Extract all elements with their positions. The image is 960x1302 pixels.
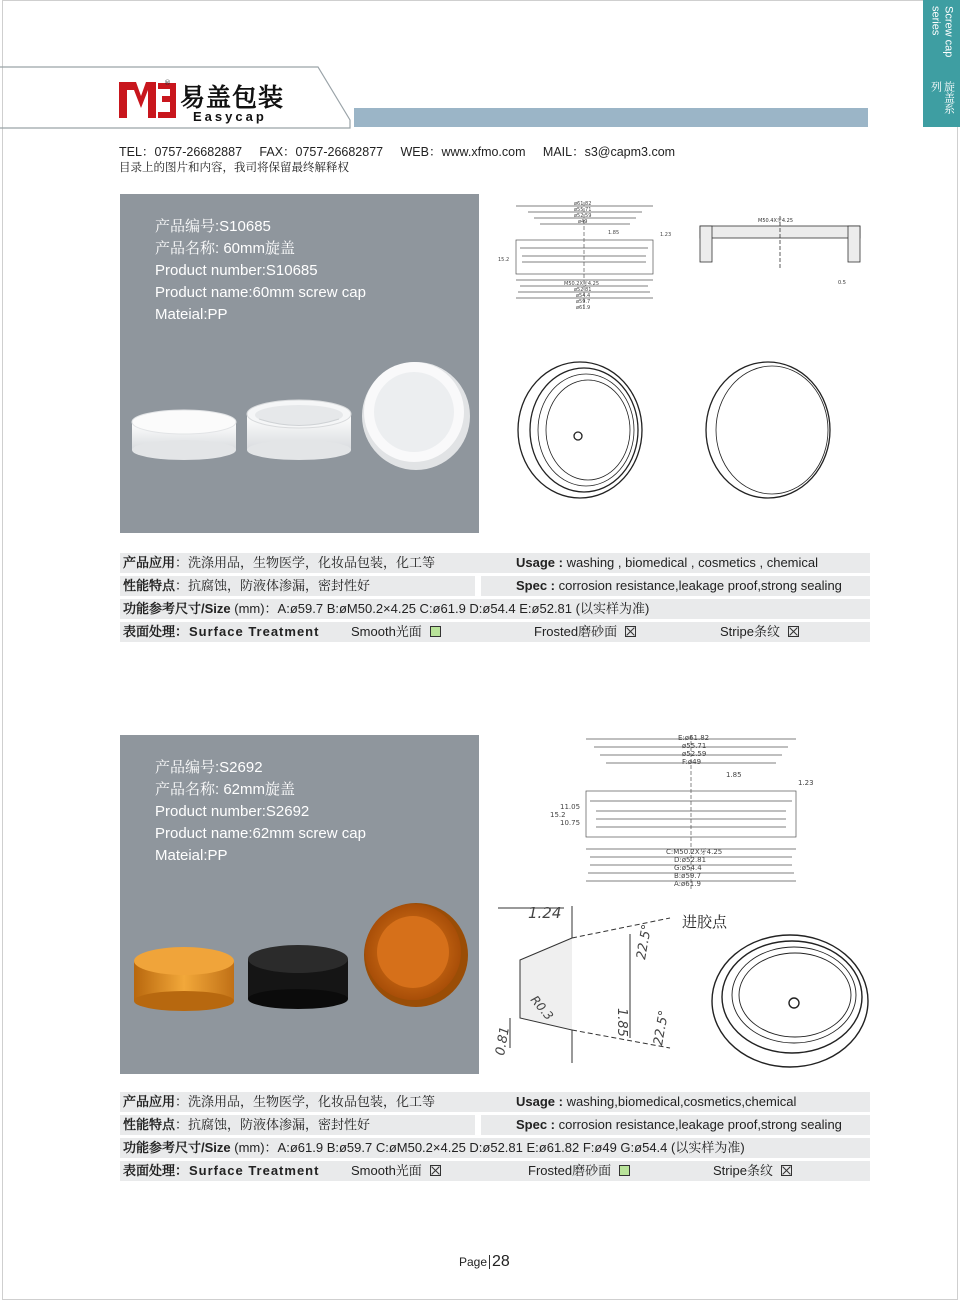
smooth-option: Smooth光面 — [351, 1163, 422, 1178]
dim-label: 10.75 — [560, 819, 581, 827]
surface-label: 表面处理 — [123, 1163, 176, 1178]
dim-label: 22.5° — [651, 1009, 673, 1047]
tel-value: 0757-26682887 — [154, 145, 243, 159]
mail-label: MAIL： — [542, 145, 585, 159]
usage-label: Usage : — [516, 555, 563, 570]
application-label: 产品应用 — [123, 1094, 176, 1109]
dim-label: ø61.9 — [576, 305, 591, 311]
product-number-en: Product number:S2692 — [155, 803, 310, 820]
web-link[interactable]: www.xfmo.com — [441, 145, 526, 159]
tel-label: TEL： — [119, 145, 155, 159]
dim-label: ø61.82 — [574, 201, 592, 207]
crossed-box-icon — [625, 626, 636, 637]
dim-label: ø54.4 — [576, 293, 591, 299]
stripe-option: Stripe条纹 — [720, 624, 780, 639]
usage-value: washing,biomedical,cosmetics,chemical — [562, 1094, 797, 1109]
dim-label: ø59.7 — [576, 299, 591, 305]
black-cap — [248, 945, 348, 1009]
brand-name-en: Easycap — [193, 109, 267, 124]
dim-label: D:ø52.81 — [674, 856, 707, 864]
product-number-cn: 产品编号:S2692 — [155, 759, 263, 776]
dim-label: A:ø61.9 — [674, 880, 701, 888]
product-name-cn: 产品名称: 62mm旋盖 — [155, 781, 296, 798]
size-label: 功能参考尺寸/Size — [123, 1140, 231, 1155]
dim-label: E:ø61.82 — [678, 734, 710, 742]
features-value: ：抗腐蚀，防液体渗漏，密封性好 — [175, 578, 371, 593]
svg-text:®: ® — [164, 79, 171, 87]
dim-label: 11.05 — [560, 803, 581, 811]
product-name-en: Product name:62mm screw cap — [155, 825, 366, 842]
dim-label: 1.85 — [614, 1008, 629, 1037]
usage-label: Usage : — [516, 1094, 563, 1109]
gate-detail-drawing — [490, 898, 680, 1073]
fax-label: FAX： — [259, 145, 296, 159]
dim-label: R0.3 — [527, 992, 557, 1023]
side-tab-en: Screw cap series — [929, 6, 955, 58]
dim-label: 0.5 — [838, 280, 846, 286]
spec-value: corrosion resistance,leakage proof,strong sealing — [555, 1117, 842, 1132]
usage-value: washing , biomedical , cosmetics , chemical — [562, 555, 819, 570]
dim-label: 1.23 — [798, 779, 814, 787]
spec-row-features — [120, 1115, 870, 1135]
features-value: ：抗腐蚀，防液体渗漏，密封性好 — [175, 1117, 371, 1132]
size-label: 功能参考尺寸/Size — [123, 601, 231, 616]
size-value: (mm)：A:ø59.7 B:øM50.2×4.25 C:ø61.9 D:ø54.4 E:ø52.81 (以实样为准) — [230, 601, 650, 616]
product-number-cn: 产品编号:S10685 — [155, 218, 271, 235]
spec-label: Spec : — [516, 1117, 556, 1132]
gate-point-label: 进胶点 — [682, 913, 728, 931]
web-label: WEB： — [400, 145, 442, 159]
dim-label: ø52.59 — [574, 213, 592, 219]
dim-label: B:ø59.7 — [674, 872, 702, 880]
features-label: 性能特点 — [123, 1117, 176, 1132]
s2692-section-drawing — [546, 733, 816, 893]
product-name-cn: 产品名称: 60mm旋盖 — [155, 240, 296, 257]
s2692-perspective-drawing — [680, 905, 870, 1075]
dim-label: G:ø54.4 — [674, 864, 702, 872]
disclaimer: 目录上的图片和内容，我司将保留最终解释权 — [119, 162, 349, 174]
dim-label: 0.81 — [493, 1025, 513, 1057]
dim-label: 1.85 — [726, 771, 742, 779]
dim-label: ø55.71 — [574, 207, 592, 213]
dim-label: F:ø49 — [682, 758, 702, 766]
page-number-value: 28 — [492, 1253, 510, 1270]
crossed-box-icon — [781, 1165, 792, 1176]
spec-row-surface — [120, 622, 870, 642]
product-photo-panel — [120, 735, 479, 1074]
dim-label: ø49 — [578, 219, 588, 225]
s10685-perspective-drawings — [510, 356, 850, 506]
white-cap-top-view — [132, 410, 236, 460]
dim-label: ø52.81 — [574, 287, 592, 293]
gold-cap — [134, 947, 234, 1011]
spec-row-size — [120, 1138, 870, 1158]
dim-label: 1.85 — [608, 230, 620, 236]
spec-row-features — [120, 576, 870, 596]
page-number — [459, 1253, 510, 1271]
brand-name-cn: 易盖包装 — [180, 83, 285, 112]
side-tab-cn: 旋盖系列 — [929, 81, 955, 115]
checked-box-icon — [430, 626, 441, 637]
product-number-en: Product number:S10685 — [155, 262, 318, 279]
crossed-box-icon — [430, 1165, 441, 1176]
spec-value: corrosion resistance,leakage proof,strong sealing — [555, 578, 842, 593]
product-photo-panel — [120, 194, 479, 533]
product-material: Mateial:PP — [155, 306, 228, 323]
size-value: (mm)：A:ø61.9 B:ø59.7 C:øM50.2×4.25 D:ø52.81 E:ø61.82 F:ø49 G:ø54.4 (以实样为准) — [230, 1140, 745, 1155]
application-value: ：洗涤用品，生物医学，化妆品包装，化工等 — [175, 1094, 436, 1109]
dim-label: 1.23 — [660, 232, 672, 238]
surface-label: 表面处理 — [123, 624, 176, 639]
product-info — [155, 757, 366, 867]
fax-value: 0757-26682877 — [295, 145, 384, 159]
product-material: Mateial:PP — [155, 847, 228, 864]
dim-label: ø52.59 — [682, 750, 707, 758]
dim-label: C:M50.2X牙4.25 — [666, 848, 723, 856]
smooth-option: Smooth光面 — [351, 624, 422, 639]
dim-label: M50.2X牙4.25 — [564, 281, 600, 287]
header-bar — [354, 108, 868, 127]
features-label: 性能特点 — [123, 578, 176, 593]
frosted-option: Frosted磨砂面 — [528, 1163, 612, 1178]
dim-label: 15.2 — [550, 811, 566, 819]
stripe-option: Stripe条纹 — [713, 1163, 773, 1178]
dim-label: 15.2 — [498, 257, 510, 263]
dim-label: 1.24 — [528, 904, 562, 922]
dim-label: 22.5° — [634, 923, 656, 961]
page-label: Page — [459, 1255, 488, 1269]
spec-label: Spec : — [516, 578, 556, 593]
application-value: ：洗涤用品，生物医学，化妆品包装，化工等 — [175, 555, 436, 570]
crossed-box-icon — [788, 626, 799, 637]
spec-row-size — [120, 599, 870, 619]
white-cap-side-view — [247, 400, 351, 460]
product-info — [155, 216, 366, 326]
spec-row-surface — [120, 1161, 870, 1181]
spec-row-application — [120, 553, 870, 573]
surface-label-en: ：Surface Treatment — [175, 624, 320, 639]
white-cap-inside-view — [362, 362, 470, 470]
gold-cap-inside — [364, 903, 468, 1007]
dim-label: ø55.71 — [682, 742, 707, 750]
s10685-section-drawing — [488, 196, 870, 316]
white-caps-photo — [120, 344, 479, 524]
checked-box-icon — [619, 1165, 630, 1176]
frosted-option: Frosted磨砂面 — [534, 624, 618, 639]
product-name-en: Product name:60mm screw cap — [155, 284, 366, 301]
contact-line — [119, 142, 675, 160]
dim-label: M50.4X牙4.25 — [758, 218, 794, 224]
spec-row-application — [120, 1092, 870, 1112]
surface-label-en: ：Surface Treatment — [175, 1163, 320, 1178]
application-label: 产品应用 — [123, 555, 176, 570]
mail-link[interactable]: s3@capm3.com — [584, 145, 676, 159]
m3-logo — [118, 78, 176, 122]
section-side-tab — [923, 0, 960, 127]
color-caps-photo — [120, 895, 479, 1075]
